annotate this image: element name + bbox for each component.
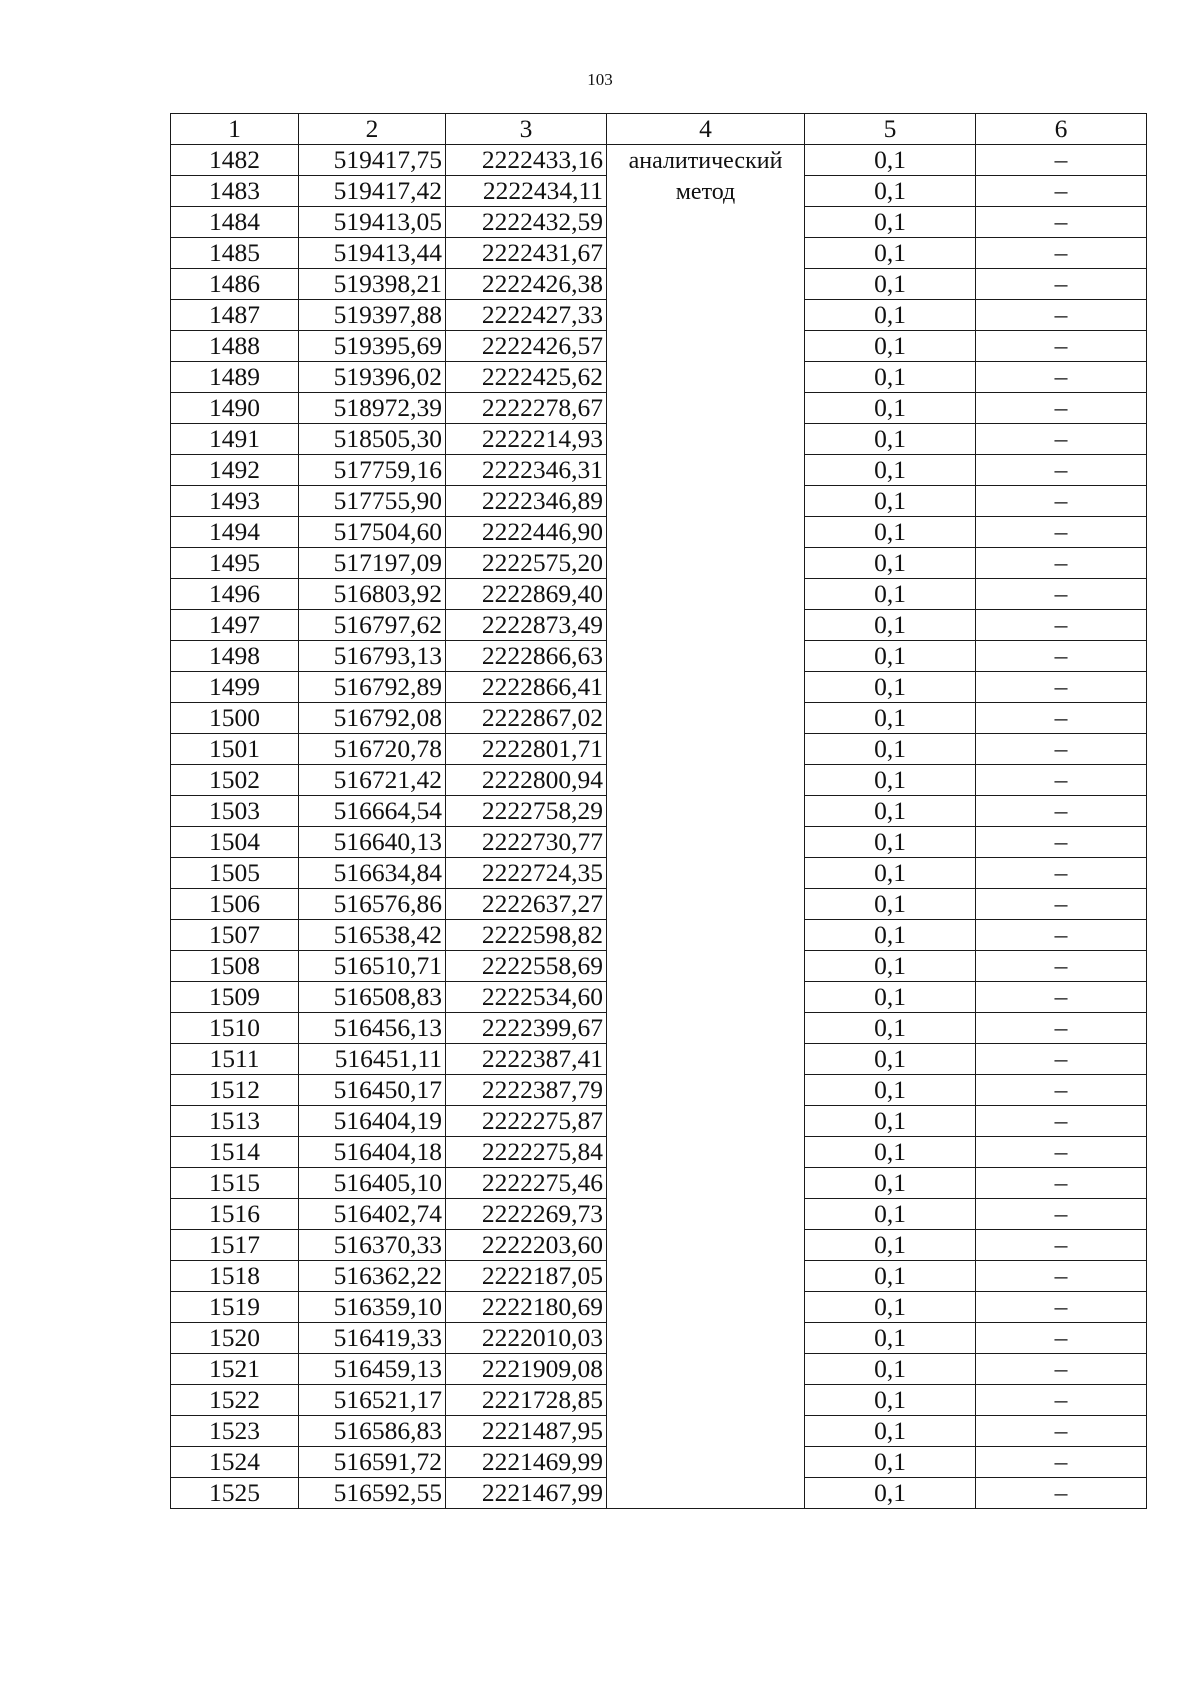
accuracy-cell: 0,1 bbox=[805, 920, 976, 951]
note-cell: – bbox=[976, 1416, 1147, 1447]
y-coordinate-cell: 2222800,94 bbox=[446, 765, 607, 796]
x-coordinate-cell: 519417,75 bbox=[299, 145, 446, 176]
point-number-cell: 1516 bbox=[171, 1199, 299, 1230]
point-number-cell: 1507 bbox=[171, 920, 299, 951]
note-cell: – bbox=[976, 517, 1147, 548]
x-coordinate-cell: 517197,09 bbox=[299, 548, 446, 579]
y-coordinate-cell: 2222214,93 bbox=[446, 424, 607, 455]
x-coordinate-cell: 516508,83 bbox=[299, 982, 446, 1013]
note-cell: – bbox=[976, 1354, 1147, 1385]
accuracy-cell: 0,1 bbox=[805, 1013, 976, 1044]
note-cell: – bbox=[976, 269, 1147, 300]
point-number-cell: 1508 bbox=[171, 951, 299, 982]
x-coordinate-cell: 516634,84 bbox=[299, 858, 446, 889]
point-number-cell: 1505 bbox=[171, 858, 299, 889]
y-coordinate-cell: 2222866,41 bbox=[446, 672, 607, 703]
note-cell: – bbox=[976, 331, 1147, 362]
note-cell: – bbox=[976, 1385, 1147, 1416]
note-cell: – bbox=[976, 641, 1147, 672]
note-cell: – bbox=[976, 1478, 1147, 1509]
note-cell: – bbox=[976, 951, 1147, 982]
page-number: 103 bbox=[587, 70, 613, 89]
accuracy-cell: 0,1 bbox=[805, 734, 976, 765]
accuracy-cell: 0,1 bbox=[805, 889, 976, 920]
note-cell: – bbox=[976, 300, 1147, 331]
x-coordinate-cell: 516803,92 bbox=[299, 579, 446, 610]
accuracy-cell: 0,1 bbox=[805, 1261, 976, 1292]
x-coordinate-cell: 516521,17 bbox=[299, 1385, 446, 1416]
y-coordinate-cell: 2222010,03 bbox=[446, 1323, 607, 1354]
point-number-cell: 1519 bbox=[171, 1292, 299, 1323]
accuracy-cell: 0,1 bbox=[805, 424, 976, 455]
y-coordinate-cell: 2222426,57 bbox=[446, 331, 607, 362]
column-header: 1 bbox=[171, 114, 299, 145]
point-number-cell: 1514 bbox=[171, 1137, 299, 1168]
note-cell: – bbox=[976, 455, 1147, 486]
note-cell: – bbox=[976, 238, 1147, 269]
y-coordinate-cell: 2222346,89 bbox=[446, 486, 607, 517]
y-coordinate-cell: 2222275,46 bbox=[446, 1168, 607, 1199]
note-cell: – bbox=[976, 734, 1147, 765]
x-coordinate-cell: 516402,74 bbox=[299, 1199, 446, 1230]
point-number-cell: 1493 bbox=[171, 486, 299, 517]
point-number-cell: 1504 bbox=[171, 827, 299, 858]
y-coordinate-cell: 2222387,79 bbox=[446, 1075, 607, 1106]
y-coordinate-cell: 2222575,20 bbox=[446, 548, 607, 579]
accuracy-cell: 0,1 bbox=[805, 331, 976, 362]
accuracy-cell: 0,1 bbox=[805, 1199, 976, 1230]
point-number-cell: 1510 bbox=[171, 1013, 299, 1044]
note-cell: – bbox=[976, 1230, 1147, 1261]
column-header: 6 bbox=[976, 114, 1147, 145]
point-number-cell: 1506 bbox=[171, 889, 299, 920]
y-coordinate-cell: 2222873,49 bbox=[446, 610, 607, 641]
y-coordinate-cell: 2222269,73 bbox=[446, 1199, 607, 1230]
accuracy-cell: 0,1 bbox=[805, 827, 976, 858]
accuracy-cell: 0,1 bbox=[805, 517, 976, 548]
point-number-cell: 1517 bbox=[171, 1230, 299, 1261]
x-coordinate-cell: 516404,18 bbox=[299, 1137, 446, 1168]
y-coordinate-cell: 2221469,99 bbox=[446, 1447, 607, 1478]
accuracy-cell: 0,1 bbox=[805, 207, 976, 238]
x-coordinate-cell: 516362,22 bbox=[299, 1261, 446, 1292]
y-coordinate-cell: 2222867,02 bbox=[446, 703, 607, 734]
note-cell: – bbox=[976, 1447, 1147, 1478]
y-coordinate-cell: 2222598,82 bbox=[446, 920, 607, 951]
point-number-cell: 1496 bbox=[171, 579, 299, 610]
y-coordinate-cell: 2222427,33 bbox=[446, 300, 607, 331]
x-coordinate-cell: 516586,83 bbox=[299, 1416, 446, 1447]
point-number-cell: 1501 bbox=[171, 734, 299, 765]
y-coordinate-cell: 2222399,67 bbox=[446, 1013, 607, 1044]
accuracy-cell: 0,1 bbox=[805, 796, 976, 827]
x-coordinate-cell: 519395,69 bbox=[299, 331, 446, 362]
y-coordinate-cell: 2222346,31 bbox=[446, 455, 607, 486]
note-cell: – bbox=[976, 1199, 1147, 1230]
y-coordinate-cell: 2222180,69 bbox=[446, 1292, 607, 1323]
point-number-cell: 1524 bbox=[171, 1447, 299, 1478]
point-number-cell: 1511 bbox=[171, 1044, 299, 1075]
point-number-cell: 1500 bbox=[171, 703, 299, 734]
x-coordinate-cell: 519397,88 bbox=[299, 300, 446, 331]
y-coordinate-cell: 2222431,67 bbox=[446, 238, 607, 269]
accuracy-cell: 0,1 bbox=[805, 1323, 976, 1354]
accuracy-cell: 0,1 bbox=[805, 1075, 976, 1106]
x-coordinate-cell: 516370,33 bbox=[299, 1230, 446, 1261]
y-coordinate-cell: 2222425,62 bbox=[446, 362, 607, 393]
x-coordinate-cell: 519396,02 bbox=[299, 362, 446, 393]
accuracy-cell: 0,1 bbox=[805, 1292, 976, 1323]
accuracy-cell: 0,1 bbox=[805, 486, 976, 517]
accuracy-cell: 0,1 bbox=[805, 641, 976, 672]
x-coordinate-cell: 518505,30 bbox=[299, 424, 446, 455]
y-coordinate-cell: 2221728,85 bbox=[446, 1385, 607, 1416]
x-coordinate-cell: 516592,55 bbox=[299, 1478, 446, 1509]
accuracy-cell: 0,1 bbox=[805, 1416, 976, 1447]
y-coordinate-cell: 2222637,27 bbox=[446, 889, 607, 920]
y-coordinate-cell: 2221487,95 bbox=[446, 1416, 607, 1447]
note-cell: – bbox=[976, 1261, 1147, 1292]
method-cell: аналитический метод bbox=[607, 145, 805, 1509]
note-cell: – bbox=[976, 1292, 1147, 1323]
x-coordinate-cell: 516721,42 bbox=[299, 765, 446, 796]
accuracy-cell: 0,1 bbox=[805, 1106, 976, 1137]
point-number-cell: 1491 bbox=[171, 424, 299, 455]
x-coordinate-cell: 516456,13 bbox=[299, 1013, 446, 1044]
point-number-cell: 1486 bbox=[171, 269, 299, 300]
note-cell: – bbox=[976, 1075, 1147, 1106]
note-cell: – bbox=[976, 579, 1147, 610]
accuracy-cell: 0,1 bbox=[805, 1230, 976, 1261]
note-cell: – bbox=[976, 610, 1147, 641]
note-cell: – bbox=[976, 1013, 1147, 1044]
column-header: 2 bbox=[299, 114, 446, 145]
note-cell: – bbox=[976, 858, 1147, 889]
x-coordinate-cell: 516664,54 bbox=[299, 796, 446, 827]
x-coordinate-cell: 516591,72 bbox=[299, 1447, 446, 1478]
x-coordinate-cell: 516797,62 bbox=[299, 610, 446, 641]
point-number-cell: 1484 bbox=[171, 207, 299, 238]
x-coordinate-cell: 516404,19 bbox=[299, 1106, 446, 1137]
point-number-cell: 1513 bbox=[171, 1106, 299, 1137]
y-coordinate-cell: 2222534,60 bbox=[446, 982, 607, 1013]
y-coordinate-cell: 2222724,35 bbox=[446, 858, 607, 889]
header-row bbox=[171, 114, 1147, 145]
note-cell: – bbox=[976, 362, 1147, 393]
x-coordinate-cell: 516419,33 bbox=[299, 1323, 446, 1354]
y-coordinate-cell: 2222187,05 bbox=[446, 1261, 607, 1292]
x-coordinate-cell: 516359,10 bbox=[299, 1292, 446, 1323]
point-number-cell: 1499 bbox=[171, 672, 299, 703]
accuracy-cell: 0,1 bbox=[805, 703, 976, 734]
accuracy-cell: 0,1 bbox=[805, 548, 976, 579]
accuracy-cell: 0,1 bbox=[805, 1044, 976, 1075]
column-header: 4 bbox=[607, 114, 805, 145]
point-number-cell: 1523 bbox=[171, 1416, 299, 1447]
accuracy-cell: 0,1 bbox=[805, 610, 976, 641]
note-cell: – bbox=[976, 827, 1147, 858]
point-number-cell: 1492 bbox=[171, 455, 299, 486]
accuracy-cell: 0,1 bbox=[805, 951, 976, 982]
y-coordinate-cell: 2222730,77 bbox=[446, 827, 607, 858]
y-coordinate-cell: 2222558,69 bbox=[446, 951, 607, 982]
accuracy-cell: 0,1 bbox=[805, 1137, 976, 1168]
point-number-cell: 1494 bbox=[171, 517, 299, 548]
table-row bbox=[171, 145, 1147, 176]
accuracy-cell: 0,1 bbox=[805, 300, 976, 331]
note-cell: – bbox=[976, 672, 1147, 703]
accuracy-cell: 0,1 bbox=[805, 579, 976, 610]
y-coordinate-cell: 2222432,59 bbox=[446, 207, 607, 238]
point-number-cell: 1497 bbox=[171, 610, 299, 641]
accuracy-cell: 0,1 bbox=[805, 393, 976, 424]
accuracy-cell: 0,1 bbox=[805, 982, 976, 1013]
point-number-cell: 1520 bbox=[171, 1323, 299, 1354]
note-cell: – bbox=[976, 1323, 1147, 1354]
point-number-cell: 1502 bbox=[171, 765, 299, 796]
x-coordinate-cell: 516576,86 bbox=[299, 889, 446, 920]
y-coordinate-cell: 2222801,71 bbox=[446, 734, 607, 765]
point-number-cell: 1509 bbox=[171, 982, 299, 1013]
x-coordinate-cell: 516459,13 bbox=[299, 1354, 446, 1385]
y-coordinate-cell: 2222758,29 bbox=[446, 796, 607, 827]
x-coordinate-cell: 516640,13 bbox=[299, 827, 446, 858]
note-cell: – bbox=[976, 1106, 1147, 1137]
accuracy-cell: 0,1 bbox=[805, 176, 976, 207]
note-cell: – bbox=[976, 176, 1147, 207]
note-cell: – bbox=[976, 548, 1147, 579]
note-cell: – bbox=[976, 424, 1147, 455]
note-cell: – bbox=[976, 1168, 1147, 1199]
y-coordinate-cell: 2222433,16 bbox=[446, 145, 607, 176]
note-cell: – bbox=[976, 765, 1147, 796]
accuracy-cell: 0,1 bbox=[805, 362, 976, 393]
x-coordinate-cell: 516405,10 bbox=[299, 1168, 446, 1199]
y-coordinate-cell: 2221909,08 bbox=[446, 1354, 607, 1385]
note-cell: – bbox=[976, 982, 1147, 1013]
point-number-cell: 1503 bbox=[171, 796, 299, 827]
x-coordinate-cell: 516451,11 bbox=[299, 1044, 446, 1075]
accuracy-cell: 0,1 bbox=[805, 1354, 976, 1385]
accuracy-cell: 0,1 bbox=[805, 858, 976, 889]
x-coordinate-cell: 516720,78 bbox=[299, 734, 446, 765]
column-header: 5 bbox=[805, 114, 976, 145]
note-cell: – bbox=[976, 1137, 1147, 1168]
note-cell: – bbox=[976, 393, 1147, 424]
x-coordinate-cell: 519398,21 bbox=[299, 269, 446, 300]
note-cell: – bbox=[976, 207, 1147, 238]
point-number-cell: 1518 bbox=[171, 1261, 299, 1292]
accuracy-cell: 0,1 bbox=[805, 1168, 976, 1199]
y-coordinate-cell: 2222426,38 bbox=[446, 269, 607, 300]
x-coordinate-cell: 517755,90 bbox=[299, 486, 446, 517]
accuracy-cell: 0,1 bbox=[805, 238, 976, 269]
point-number-cell: 1512 bbox=[171, 1075, 299, 1106]
accuracy-cell: 0,1 bbox=[805, 269, 976, 300]
x-coordinate-cell: 516793,13 bbox=[299, 641, 446, 672]
note-cell: – bbox=[976, 1044, 1147, 1075]
column-header: 3 bbox=[446, 114, 607, 145]
point-number-cell: 1487 bbox=[171, 300, 299, 331]
y-coordinate-cell: 2222434,11 bbox=[446, 176, 607, 207]
x-coordinate-cell: 518972,39 bbox=[299, 393, 446, 424]
accuracy-cell: 0,1 bbox=[805, 1478, 976, 1509]
note-cell: – bbox=[976, 703, 1147, 734]
point-number-cell: 1489 bbox=[171, 362, 299, 393]
table-body bbox=[171, 114, 1147, 1509]
point-number-cell: 1490 bbox=[171, 393, 299, 424]
accuracy-cell: 0,1 bbox=[805, 1447, 976, 1478]
x-coordinate-cell: 517759,16 bbox=[299, 455, 446, 486]
note-cell: – bbox=[976, 796, 1147, 827]
x-coordinate-cell: 516510,71 bbox=[299, 951, 446, 982]
point-number-cell: 1498 bbox=[171, 641, 299, 672]
y-coordinate-cell: 2222869,40 bbox=[446, 579, 607, 610]
accuracy-cell: 0,1 bbox=[805, 1385, 976, 1416]
point-number-cell: 1521 bbox=[171, 1354, 299, 1385]
point-number-cell: 1525 bbox=[171, 1478, 299, 1509]
point-number-cell: 1483 bbox=[171, 176, 299, 207]
accuracy-cell: 0,1 bbox=[805, 455, 976, 486]
x-coordinate-cell: 516792,08 bbox=[299, 703, 446, 734]
point-number-cell: 1482 bbox=[171, 145, 299, 176]
y-coordinate-cell: 2222278,67 bbox=[446, 393, 607, 424]
point-number-cell: 1495 bbox=[171, 548, 299, 579]
y-coordinate-cell: 2222275,84 bbox=[446, 1137, 607, 1168]
x-coordinate-cell: 516450,17 bbox=[299, 1075, 446, 1106]
note-cell: – bbox=[976, 486, 1147, 517]
note-cell: – bbox=[976, 145, 1147, 176]
accuracy-cell: 0,1 bbox=[805, 145, 976, 176]
x-coordinate-cell: 519413,44 bbox=[299, 238, 446, 269]
x-coordinate-cell: 517504,60 bbox=[299, 517, 446, 548]
accuracy-cell: 0,1 bbox=[805, 672, 976, 703]
point-number-cell: 1515 bbox=[171, 1168, 299, 1199]
y-coordinate-cell: 2222866,63 bbox=[446, 641, 607, 672]
note-cell: – bbox=[976, 889, 1147, 920]
note-cell: – bbox=[976, 920, 1147, 951]
x-coordinate-cell: 519417,42 bbox=[299, 176, 446, 207]
accuracy-cell: 0,1 bbox=[805, 765, 976, 796]
x-coordinate-cell: 516792,89 bbox=[299, 672, 446, 703]
point-number-cell: 1522 bbox=[171, 1385, 299, 1416]
point-number-cell: 1485 bbox=[171, 238, 299, 269]
point-number-cell: 1488 bbox=[171, 331, 299, 362]
x-coordinate-cell: 516538,42 bbox=[299, 920, 446, 951]
y-coordinate-cell: 2222446,90 bbox=[446, 517, 607, 548]
coordinates-table bbox=[170, 113, 1147, 1509]
y-coordinate-cell: 2222275,87 bbox=[446, 1106, 607, 1137]
y-coordinate-cell: 2221467,99 bbox=[446, 1478, 607, 1509]
x-coordinate-cell: 519413,05 bbox=[299, 207, 446, 238]
y-coordinate-cell: 2222203,60 bbox=[446, 1230, 607, 1261]
y-coordinate-cell: 2222387,41 bbox=[446, 1044, 607, 1075]
